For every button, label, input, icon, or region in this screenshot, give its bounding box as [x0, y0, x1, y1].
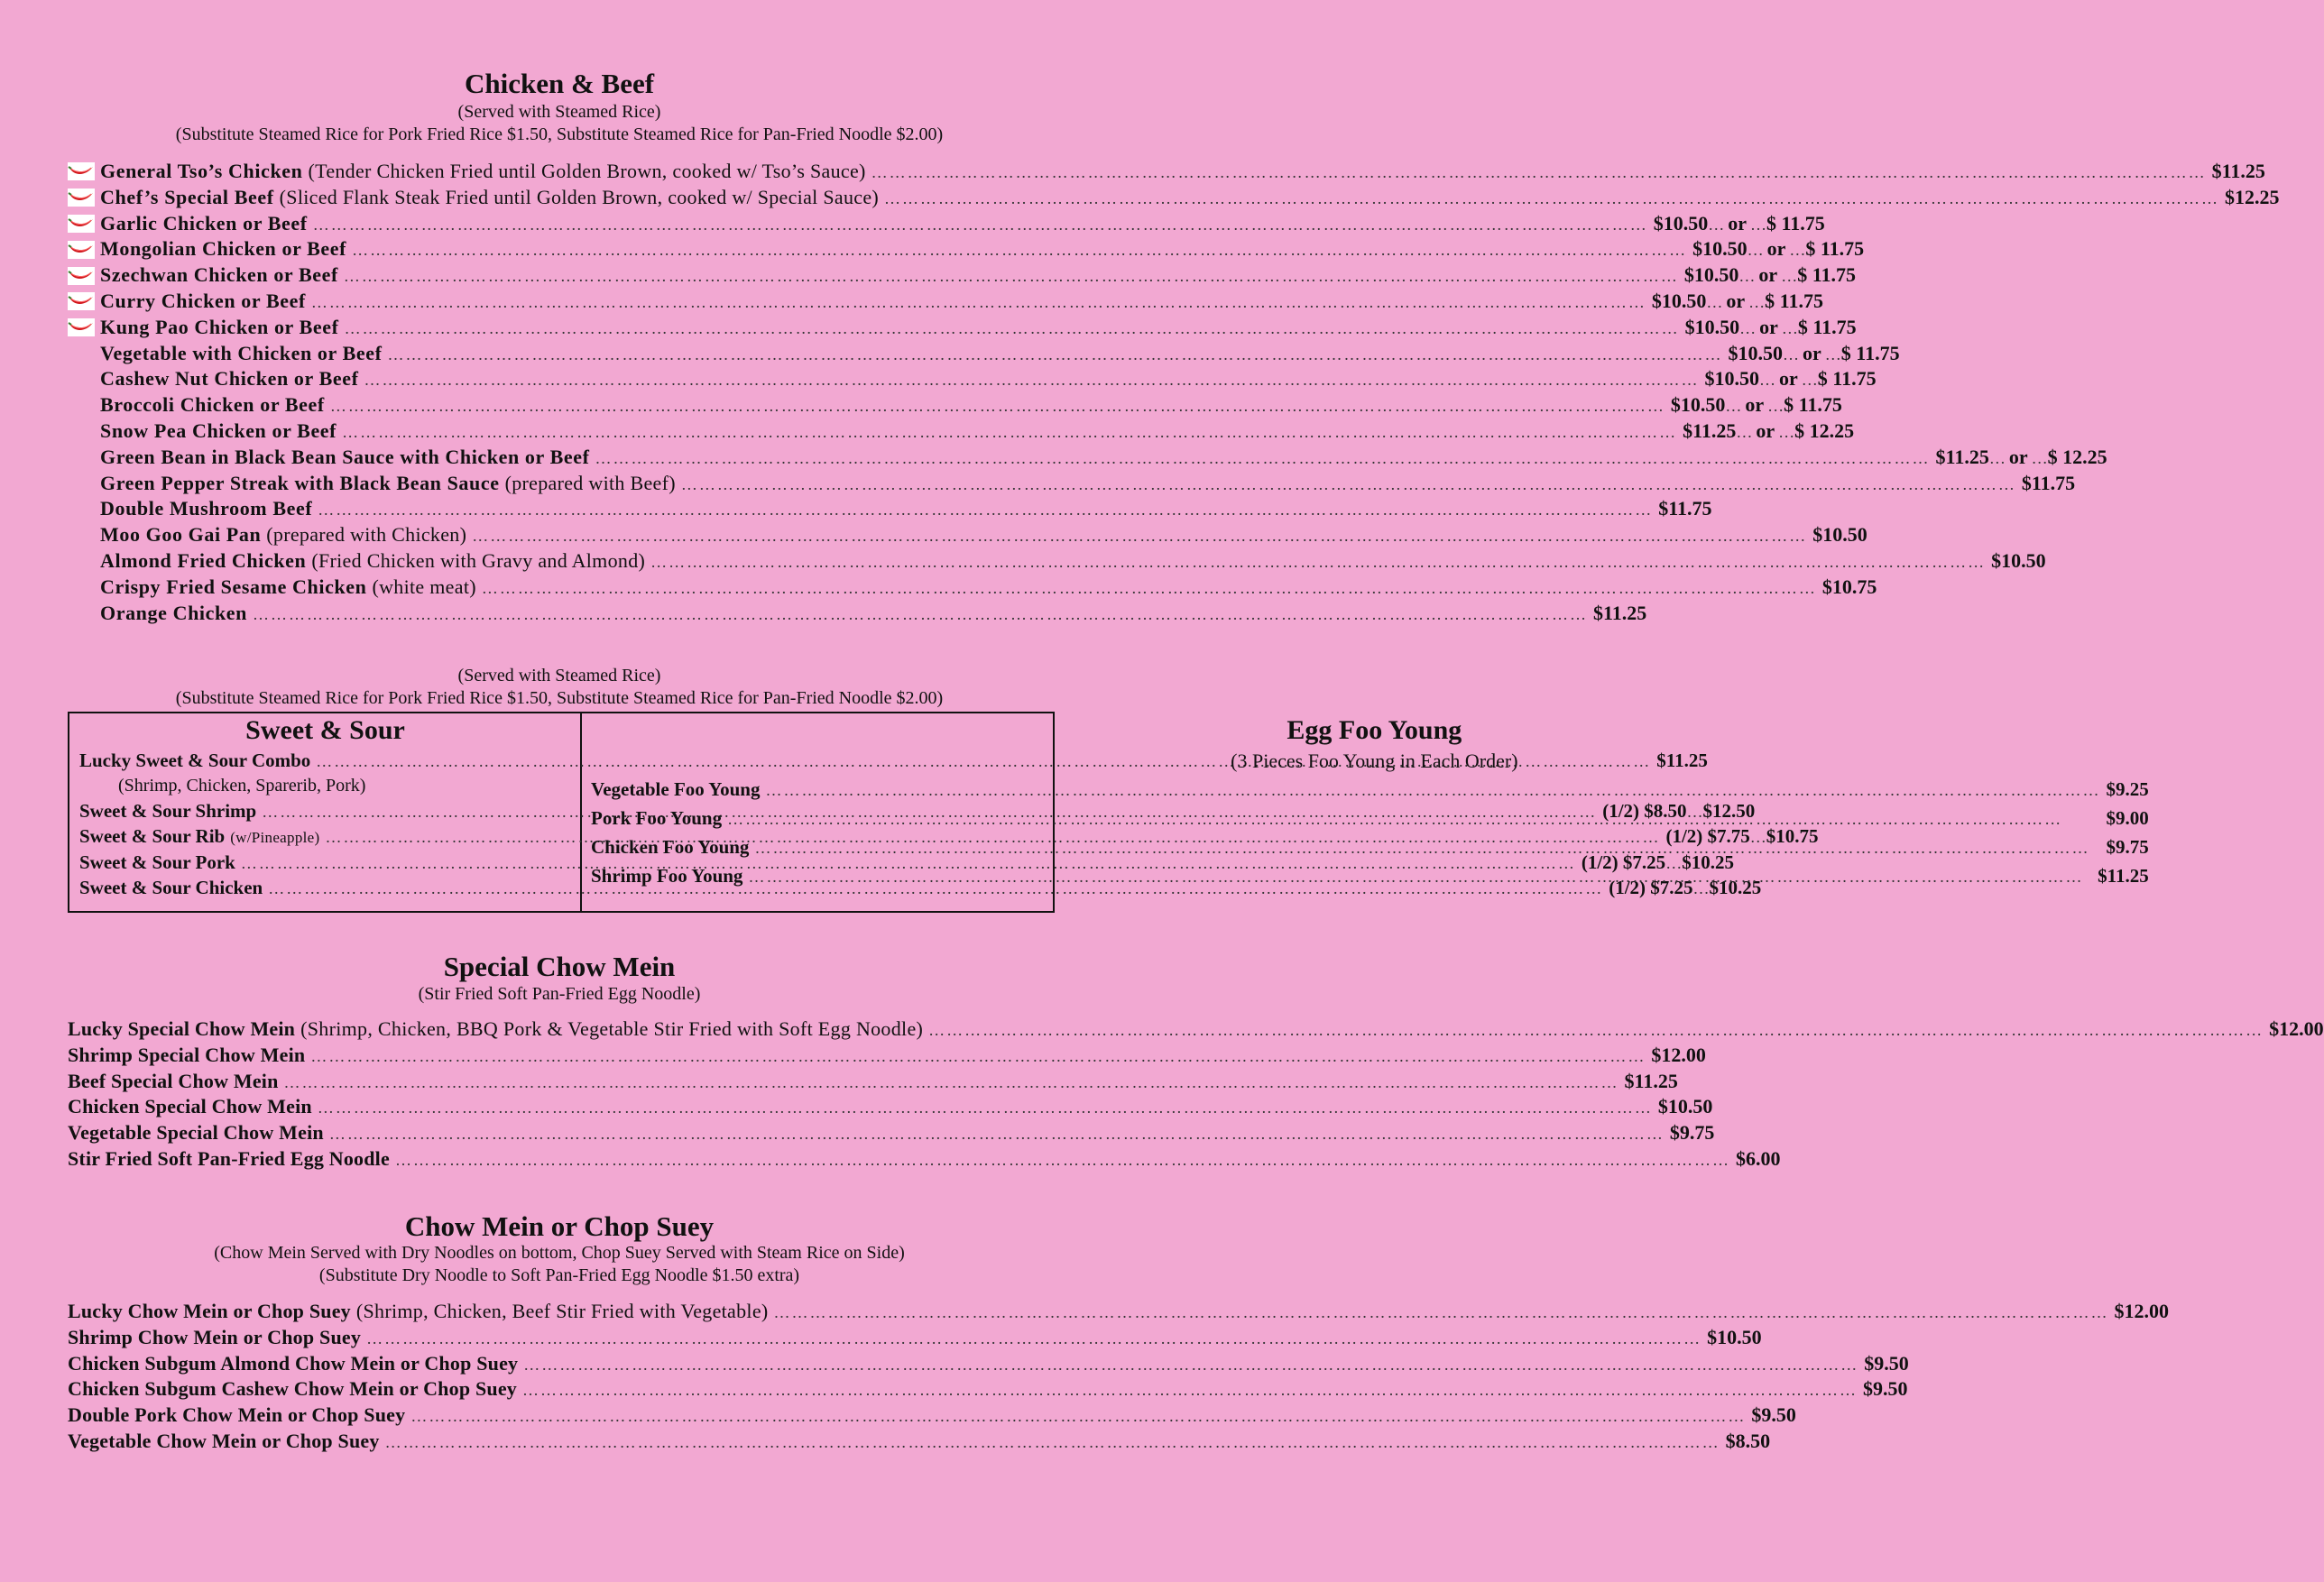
- leader-dots: …: [1749, 215, 1766, 234]
- leader-dots: …: [1781, 318, 1798, 337]
- item-description: (Shrimp, Chicken, BBQ Pork & Vegetable Stir Fried with Soft Egg Noodle): [300, 1017, 924, 1040]
- item-name: General Tso’s Chicken: [100, 160, 303, 182]
- item-price: $9.50: [1751, 1403, 1796, 1427]
- half-price: (1/2) $7.75: [1665, 825, 1750, 847]
- leader-dots: …: [1692, 879, 1710, 897]
- menu-item[interactable]: [68, 1043, 1706, 1069]
- item-name: Lucky Special Chow Mein: [68, 1017, 296, 1040]
- item-name: Chicken Subgum Almond Chow Mein or Chop Suey: [68, 1351, 519, 1375]
- leader-dots: …: [1748, 292, 1766, 311]
- item-name: Kung Pao Chicken or Beef: [100, 315, 339, 338]
- beef-price: $ 11.75: [1817, 367, 1877, 391]
- half-price: (1/2) $8.50: [1602, 799, 1687, 822]
- section-title: Sweet & Sour: [245, 715, 405, 745]
- leader-dots: [748, 862, 2092, 891]
- item-price: $9.50: [1864, 1351, 1909, 1375]
- menu-list: [68, 159, 2280, 626]
- leader-dots: [388, 342, 1723, 368]
- chicken-price: $10.50: [1704, 367, 1760, 391]
- item-price: $10.75: [1821, 575, 1877, 598]
- or-label: or: [2008, 445, 2028, 468]
- item-description: (Shrimp, Chicken, Beef Stir Fried with Vegetable): [355, 1300, 769, 1322]
- item-name: Chicken Foo Young: [591, 836, 750, 858]
- section-note: (Substitute Steamed Rice for Pork Fried Rice $1.50, Substitute Steamed Rice for Pan-Fried Noodle $2.00): [175, 124, 944, 144]
- leader-dots: [884, 186, 2219, 212]
- leader-dots: [253, 602, 1588, 628]
- item-name: Lucky Sweet & Sour Combo: [79, 750, 311, 771]
- item-price: $10.50: [1812, 523, 1868, 547]
- item-name: Lucky Chow Mein or Chop Suey: [68, 1300, 351, 1322]
- section-note: (Stir Fried Soft Pan-Fried Egg Noodle): [418, 984, 701, 1004]
- chicken-price: $10.50: [1684, 315, 1740, 338]
- menu-item[interactable]: [68, 392, 1842, 418]
- chili-pepper-icon: [68, 292, 95, 310]
- leader-dots: [472, 523, 1807, 549]
- leader-dots: [595, 446, 1931, 472]
- menu-item[interactable]: [68, 1146, 1781, 1173]
- menu-item[interactable]: [68, 522, 1868, 548]
- leader-dots: [342, 419, 1677, 446]
- item-price: $9.75: [1669, 1121, 1715, 1145]
- chicken-price: $10.50: [1683, 263, 1739, 287]
- menu-item[interactable]: [68, 418, 1855, 445]
- item-description: (prepared with Chicken): [266, 523, 467, 547]
- item-description: (Tender Chicken Fried until Golden Brown, cooked w/ Tso’s Sauce): [308, 160, 866, 182]
- or-label: or: [1766, 237, 1786, 261]
- leader-dots: [928, 1017, 2264, 1044]
- leader-dots: [284, 1070, 1619, 1096]
- item-description: (Shrimp, Chicken, Sparerib, Pork): [118, 775, 366, 796]
- item-name: Vegetable with Chicken or Beef: [100, 341, 383, 364]
- beef-price: $ 11.75: [1797, 315, 1857, 338]
- item-price: $9.25: [2106, 778, 2149, 800]
- item-name: Beef Special Chow Mein: [68, 1069, 279, 1092]
- leader-dots: …: [1759, 371, 1776, 390]
- chicken-price: $10.50: [1670, 393, 1726, 417]
- item-name: Mongolian Chicken or Beef: [100, 237, 347, 261]
- item-name: Sweet & Sour Shrimp: [79, 799, 257, 822]
- item-price: $12.00: [1651, 1043, 1706, 1066]
- leader-dots: [681, 472, 2016, 498]
- chicken-price: $11.25: [1935, 445, 1989, 468]
- item-name: Chef’s Special Beef: [100, 185, 274, 208]
- menu-item[interactable]: [591, 804, 2149, 832]
- chow-mein-chop-suey-section: [0, 1210, 2170, 1452]
- item-name: Double Pork Chow Mein or Chop Suey: [68, 1403, 406, 1427]
- chili-pepper-icon: [68, 215, 95, 233]
- item-name: Snow Pea Chicken or Beef: [100, 418, 337, 442]
- item-name: Green Pepper Streak with Black Bean Sauce: [100, 471, 500, 494]
- leader-dots: …: [1801, 371, 1818, 390]
- leader-dots: [765, 776, 2100, 805]
- section-title: Egg Foo Young: [1286, 715, 1462, 745]
- beef-price: $ 12.25: [1794, 418, 1855, 442]
- item-name: Chicken Subgum Cashew Chow Mein or Chop Suey: [68, 1377, 517, 1401]
- menu-item[interactable]: [68, 445, 2107, 471]
- beef-price: $ 11.75: [1765, 289, 1823, 312]
- menu-item[interactable]: [68, 315, 1857, 341]
- item-name: Cashew Nut Chicken or Beef: [100, 367, 359, 391]
- chicken-beef-section: [0, 68, 2280, 624]
- leader-dots: [523, 1352, 1858, 1378]
- menu-item[interactable]: [591, 861, 2149, 890]
- leader-dots: …: [1708, 215, 1725, 234]
- leader-dots: [313, 212, 1648, 238]
- item-name: Stir Fried Soft Pan-Fried Egg Noodle: [68, 1146, 390, 1170]
- beef-price: $ 11.75: [1797, 263, 1856, 287]
- section-note: (Served with Steamed Rice): [457, 666, 661, 685]
- item-name: Sweet & Sour Rib: [79, 825, 226, 847]
- leader-dots: [774, 1300, 2109, 1326]
- leader-dots: [364, 367, 1700, 393]
- item-price: $10.50: [1707, 1325, 1762, 1348]
- leader-dots: …: [1789, 241, 1806, 260]
- menu-item[interactable]: [68, 1069, 1678, 1095]
- leader-dots: [482, 575, 1817, 602]
- item-name: Vegetable Special Chow Mein: [68, 1121, 324, 1145]
- item-price: $11.25: [1624, 1069, 1678, 1092]
- item-price: $12.25: [2225, 185, 2280, 208]
- leader-dots: [727, 805, 2100, 833]
- item-name: Almond Fried Chicken: [100, 548, 307, 572]
- leader-dots: …: [2031, 448, 2048, 467]
- item-description: (w/Pineapple): [230, 829, 320, 846]
- menu-item[interactable]: [68, 1403, 1796, 1429]
- menu-item[interactable]: [68, 1299, 2170, 1325]
- leader-dots: …: [1738, 267, 1756, 286]
- special-chow-mein-section: [0, 951, 2324, 1170]
- section-note: (Substitute Steamed Rice for Pork Fried Rice $1.50, Substitute Steamed Rice for Pan-Fried Noodle $2.00): [175, 688, 944, 708]
- leader-dots: …: [1686, 802, 1703, 821]
- menu-item[interactable]: [68, 1351, 1909, 1377]
- menu-item[interactable]: [68, 575, 1877, 601]
- leader-dots: [522, 1377, 1858, 1403]
- leader-dots: …: [1749, 828, 1766, 846]
- menu-item[interactable]: [68, 289, 1823, 315]
- item-name: Shrimp Special Chow Mein: [68, 1043, 306, 1066]
- item-price: $12.50: [1702, 799, 1756, 822]
- leader-dots: [344, 263, 1679, 290]
- chicken-price: $11.25: [1683, 418, 1737, 442]
- leader-dots: [395, 1147, 1730, 1173]
- leader-dots: [311, 290, 1646, 316]
- egg-foo-young-column: [582, 713, 2167, 911]
- half-price: (1/2) $7.25: [1609, 877, 1693, 898]
- menu-item[interactable]: [591, 832, 2149, 861]
- item-name: Moo Goo Gai Pan: [100, 523, 262, 547]
- item-description: (Sliced Flank Steak Fried until Golden Brown, cooked w/ Special Sauce): [279, 185, 880, 208]
- leader-dots: [318, 1095, 1653, 1121]
- item-price: $11.25: [1656, 750, 1708, 771]
- item-price: $11.25: [2098, 865, 2149, 887]
- leader-dots: [410, 1403, 1746, 1430]
- menu-item[interactable]: [68, 1376, 1908, 1403]
- item-name: Green Bean in Black Bean Sauce with Chicken or Beef: [100, 445, 590, 468]
- leader-dots: [310, 1044, 1646, 1070]
- sweet-sour-notes: [0, 665, 1119, 710]
- menu-item[interactable]: [68, 548, 2046, 575]
- item-price: $12.00: [2114, 1300, 2170, 1322]
- section-note: (Substitute Dry Noodle to Soft Pan-Fried Egg Noodle $1.50 extra): [318, 1265, 800, 1285]
- menu-item[interactable]: [68, 185, 2280, 211]
- beef-price: $ 11.75: [1766, 211, 1825, 235]
- item-name: Vegetable Chow Mein or Chop Suey: [68, 1429, 380, 1452]
- chicken-price: $10.50: [1728, 341, 1784, 364]
- menu-list: [68, 1016, 2324, 1173]
- item-price: $10.25: [1709, 877, 1762, 898]
- section-note: (3 Pieces Foo Young in Each Order): [1231, 750, 1518, 772]
- leader-dots: …: [1988, 448, 2006, 467]
- item-price: $11.25: [1593, 601, 1647, 624]
- item-price: $10.50: [1991, 548, 2046, 572]
- beef-price: $ 11.75: [1784, 393, 1842, 417]
- menu-item[interactable]: [68, 496, 1712, 522]
- item-price: $9.75: [2106, 836, 2149, 858]
- chili-pepper-icon: [68, 318, 95, 336]
- item-name: Orange Chicken: [100, 601, 248, 624]
- leader-dots: …: [1736, 422, 1753, 441]
- chicken-price: $10.50: [1692, 237, 1748, 261]
- item-price: $9.50: [1863, 1377, 1908, 1401]
- menu-item[interactable]: [68, 1429, 1771, 1455]
- item-name: Curry Chicken or Beef: [100, 289, 306, 312]
- or-label: or: [1803, 341, 1821, 364]
- leader-dots: …: [1747, 241, 1764, 260]
- chili-pepper-icon: [68, 267, 95, 285]
- menu-item[interactable]: [68, 159, 2265, 185]
- menu-list: [68, 1299, 2170, 1455]
- item-name: Broccoli Chicken or Beef: [100, 393, 325, 417]
- half-price: (1/2) $7.25: [1581, 851, 1666, 873]
- item-price: $8.50: [1725, 1429, 1771, 1452]
- leader-dots: …: [1739, 318, 1757, 337]
- item-description: (prepared with Beef): [504, 471, 676, 494]
- or-label: or: [1745, 393, 1765, 417]
- menu-item[interactable]: [68, 471, 2076, 497]
- or-label: or: [1756, 418, 1775, 442]
- or-label: or: [1726, 289, 1746, 312]
- menu-item[interactable]: [591, 775, 2149, 804]
- leader-dots: …: [1781, 267, 1798, 286]
- item-description: (Fried Chicken with Gravy and Almond): [311, 548, 646, 572]
- item-price: $11.25: [2211, 160, 2265, 182]
- leader-dots: [385, 1430, 1720, 1456]
- leader-dots: [318, 497, 1653, 523]
- leader-dots: [754, 833, 2100, 862]
- menu-item[interactable]: [68, 236, 1865, 262]
- leader-dots: …: [1767, 397, 1784, 416]
- item-price: $10.75: [1766, 825, 1819, 847]
- beef-price: $ 11.75: [1805, 237, 1865, 261]
- item-price: $9.00: [2106, 807, 2149, 829]
- leader-dots: [345, 316, 1680, 342]
- leader-dots: [330, 393, 1665, 419]
- or-label: or: [1779, 367, 1798, 391]
- chili-pepper-icon: [68, 189, 95, 207]
- chili-pepper-icon: [68, 241, 95, 259]
- leader-dots: …: [1778, 422, 1795, 441]
- or-label: or: [1758, 263, 1778, 287]
- menu-item[interactable]: [68, 262, 1856, 289]
- item-price: $11.75: [1658, 497, 1712, 520]
- leader-dots: …: [1824, 345, 1841, 363]
- section-title: Chicken & Beef: [464, 68, 655, 99]
- menu-item[interactable]: [68, 1094, 1713, 1120]
- beef-price: $ 11.75: [1840, 341, 1900, 364]
- item-price: $11.75: [2021, 471, 2076, 494]
- leader-dots: [650, 549, 1986, 575]
- item-name: Double Mushroom Beef: [100, 497, 313, 520]
- leader-dots: [329, 1121, 1665, 1147]
- item-name: Shrimp Chow Mein or Chop Suey: [68, 1325, 362, 1348]
- chili-pepper-icon: [68, 162, 95, 180]
- menu-list: [591, 775, 2149, 890]
- chicken-price: $10.50: [1653, 211, 1709, 235]
- item-name: Chicken Special Chow Mein: [68, 1095, 312, 1118]
- section-title: Special Chow Mein: [443, 951, 676, 982]
- chicken-price: $10.50: [1651, 289, 1707, 312]
- item-name: Crispy Fried Sesame Chicken: [100, 575, 367, 598]
- item-description: (white meat): [372, 575, 476, 598]
- menu-item[interactable]: [68, 211, 1825, 237]
- leader-dots: [352, 237, 1687, 263]
- section-note: (Chow Mein Served with Dry Noodles on bottom, Chop Suey Served with Steam Rice on Side): [214, 1243, 905, 1263]
- item-price: $12.00: [2269, 1017, 2324, 1040]
- or-label: or: [1728, 211, 1747, 235]
- leader-dots: [366, 1326, 1702, 1352]
- leader-dots: …: [1706, 292, 1723, 311]
- menu-item[interactable]: [68, 366, 1877, 392]
- menu-item[interactable]: [68, 1325, 1762, 1351]
- item-name: Garlic Chicken or Beef: [100, 211, 308, 235]
- leader-dots: …: [1783, 345, 1800, 363]
- menu-item[interactable]: [68, 1120, 1715, 1146]
- item-price: $10.50: [1657, 1095, 1713, 1118]
- item-name: Szechwan Chicken or Beef: [100, 263, 338, 287]
- menu-item[interactable]: [68, 1016, 2324, 1043]
- beef-price: $ 12.25: [2047, 445, 2107, 468]
- leader-dots: [872, 160, 2207, 186]
- item-name: Shrimp Foo Young: [591, 865, 743, 887]
- item-name: Pork Foo Young: [591, 807, 723, 829]
- item-price: $6.00: [1735, 1146, 1781, 1170]
- leader-dots: …: [1665, 853, 1683, 872]
- menu-item[interactable]: [68, 341, 1900, 367]
- item-price: $10.25: [1682, 851, 1734, 873]
- item-name: Sweet & Sour Pork: [79, 851, 235, 873]
- leader-dots: …: [1725, 397, 1742, 416]
- or-label: or: [1759, 315, 1778, 338]
- menu-item[interactable]: [68, 601, 1647, 627]
- section-note: (Served with Steamed Rice): [457, 102, 661, 122]
- item-name: Vegetable Foo Young: [591, 778, 761, 800]
- section-title: Chow Mein or Chop Suey: [404, 1210, 715, 1242]
- item-name: Sweet & Sour Chicken: [79, 877, 263, 898]
- sweet-sour-egg-box: [68, 712, 2149, 913]
